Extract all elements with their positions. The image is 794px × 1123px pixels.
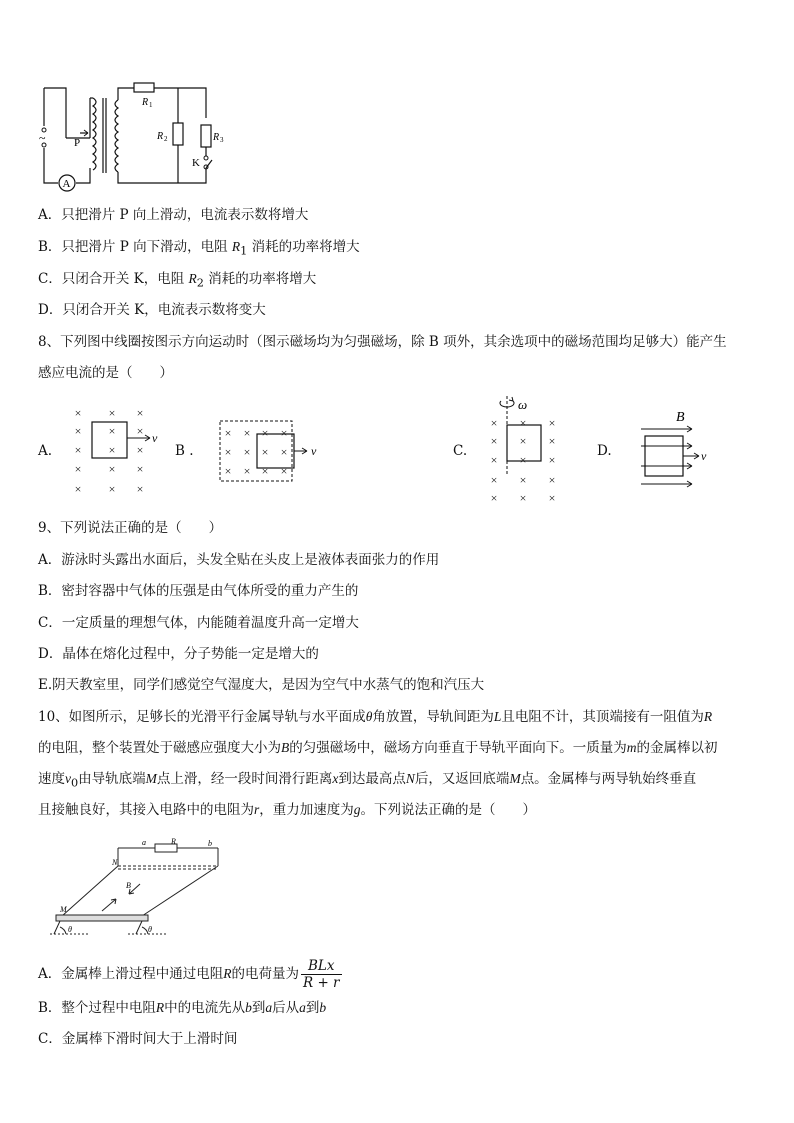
svg-text:×: × — [490, 434, 498, 448]
q8-option-a-label[interactable]: A. — [38, 443, 53, 459]
svg-text:×: × — [74, 424, 82, 438]
q9-option-a[interactable]: A．游泳时头露出水面后，头发全贴在头皮上是液体表面张力的作用 — [38, 552, 440, 568]
resistor-r-label: R — [171, 837, 176, 846]
q10-option-b[interactable]: B．整个过程中电阻R中的电流先从b到a后从a到b — [38, 1000, 327, 1016]
svg-text:×: × — [548, 434, 556, 448]
angle-theta-right: θ — [148, 925, 152, 934]
q9-option-c[interactable]: C．一定质量的理想气体，内能随着温度升高一定增大 — [38, 615, 359, 631]
svg-text:×: × — [490, 453, 498, 467]
r2-label: R — [157, 131, 164, 142]
svg-text:×: × — [136, 482, 144, 496]
svg-text:×: × — [280, 445, 288, 459]
svg-text:×: × — [280, 426, 288, 440]
svg-text:×: × — [74, 406, 82, 420]
svg-text:×: × — [261, 426, 269, 440]
switch-k-label: K — [192, 157, 200, 169]
svg-text:×: × — [108, 443, 116, 457]
velocity-label-b: v — [311, 444, 317, 458]
ammeter-label: A — [62, 178, 71, 190]
svg-text:×: × — [108, 462, 116, 476]
q8-stem-line1: 8、下列图中线圈按图示方向运动时（图示磁场均为匀强磁场，除 B 项外，其余选项中的磁场范围均足够大）能产生 — [38, 334, 727, 350]
svg-text:×: × — [136, 406, 144, 420]
field-b-label: B — [126, 881, 131, 890]
velocity-label-d: v — [701, 449, 707, 463]
q7-circuit-diagram — [36, 78, 226, 193]
svg-text:×: × — [548, 416, 556, 430]
svg-text:×: × — [261, 445, 269, 459]
svg-text:×: × — [74, 482, 82, 496]
slider-p-label: P — [74, 137, 81, 149]
q8-option-c-label[interactable]: C. — [453, 443, 468, 459]
q7-option-a[interactable]: A．只把滑片 P 向上滑动，电流表示数将增大 — [38, 207, 309, 223]
q8-figure-c[interactable] — [484, 393, 564, 508]
svg-text:×: × — [243, 426, 251, 440]
charge-fraction: $\frac{\text{BLx}}{R + r}$ — [303, 958, 340, 991]
svg-text:×: × — [74, 443, 82, 457]
q7-option-d[interactable]: D．只闭合开关 K，电流表示数将变大 — [38, 302, 266, 318]
angle-theta-left: θ — [68, 925, 72, 934]
r3-subscript: 3 — [220, 136, 224, 144]
svg-text:×: × — [108, 482, 116, 496]
q8-figure-b[interactable] — [215, 418, 325, 486]
q8-option-d-label[interactable]: D. — [597, 443, 612, 459]
svg-text:×: × — [548, 491, 556, 505]
omega-label: ω — [518, 397, 528, 412]
q10-rail-diagram — [50, 836, 220, 944]
b-field-label: B — [676, 410, 685, 425]
q8-stem-line2: 感应电流的是（ ） — [38, 365, 173, 381]
r3-label: R — [213, 132, 220, 143]
svg-text:×: × — [490, 473, 498, 487]
q7-option-c[interactable]: C．只闭合开关 K，电阻 $R_2$ 消耗的功率将增大 — [38, 271, 317, 290]
svg-text:×: × — [490, 416, 498, 430]
svg-text:×: × — [548, 453, 556, 467]
q9-option-d[interactable]: D．晶体在熔化过程中，分子势能一定是增大的 — [38, 646, 319, 662]
svg-text:×: × — [519, 453, 527, 467]
svg-text:×: × — [519, 434, 527, 448]
svg-text:×: × — [74, 462, 82, 476]
svg-text:×: × — [136, 462, 144, 476]
svg-text:×: × — [108, 424, 116, 438]
svg-text:×: × — [136, 443, 144, 457]
r1-label: R — [142, 97, 149, 108]
svg-text:×: × — [548, 473, 556, 487]
q10-stem-line2: 的电阻，整个装置处于磁感应强度大小为B的匀强磁场中，磁场方向垂直于导轨平面向下。一质量为m的金属棒以初 — [38, 740, 718, 756]
q9-option-e[interactable]: E.阴天教室里，同学们感觉空气湿度大，是因为空气中水蒸气的饱和汽压大 — [38, 677, 485, 693]
svg-text:×: × — [224, 426, 232, 440]
ac-source-symbol: ~ — [39, 131, 46, 145]
svg-text:×: × — [280, 464, 288, 478]
svg-text:×: × — [519, 491, 527, 505]
svg-text:×: × — [243, 464, 251, 478]
q9-option-b[interactable]: B．密封容器中气体的压强是由气体所受的重力产生的 — [38, 583, 359, 599]
q10-option-c[interactable]: C．金属棒下滑时间大于上滑时间 — [38, 1031, 238, 1047]
svg-text:×: × — [136, 424, 144, 438]
svg-text:×: × — [108, 406, 116, 420]
q10-stem-line4: 且接触良好，其接入电路中的电阻为r，重力加速度为g。下列说法正确的是（ ） — [38, 802, 537, 818]
velocity-label-a: v — [152, 431, 158, 445]
q7-option-b[interactable]: B．只把滑片 P 向下滑动，电阻 $R_1$ 消耗的功率将增大 — [38, 239, 360, 258]
point-n-label: N — [112, 858, 118, 867]
svg-text:×: × — [519, 473, 527, 487]
svg-text:×: × — [224, 464, 232, 478]
q10-stem-line3: 速度$v_0$由导轨底端M点上滑，经一段时间滑行距离x到达最高点N后，又返回底端M点。金属棒与两导轨始终垂直 — [38, 771, 697, 790]
q8-option-b-label[interactable]: B . — [175, 443, 194, 459]
r1-subscript: 1 — [149, 101, 153, 109]
q8-figure-a[interactable] — [70, 402, 170, 500]
terminal-a-label: a — [142, 838, 146, 847]
terminal-b-label: b — [208, 839, 212, 848]
svg-text:×: × — [224, 445, 232, 459]
r2-subscript: 2 — [164, 135, 168, 143]
q10-stem-line1: 10、如图所示，足够长的光滑平行金属导轨与水平面成θ角放置，导轨间距为L且电阻不计，其顶端接有一阻值为R — [38, 709, 713, 725]
svg-text:×: × — [261, 464, 269, 478]
svg-text:×: × — [519, 416, 527, 430]
q10-option-a[interactable]: A．金属棒上滑过程中通过电阻R的电荷量为 $\frac{\text{BLx}}{R + r}$ — [38, 958, 340, 991]
svg-text:×: × — [490, 491, 498, 505]
point-m-label: M — [60, 905, 67, 914]
q9-stem: 9、下列说法正确的是（ ） — [38, 520, 223, 536]
q8-figure-d[interactable] — [636, 405, 716, 493]
svg-text:×: × — [243, 445, 251, 459]
